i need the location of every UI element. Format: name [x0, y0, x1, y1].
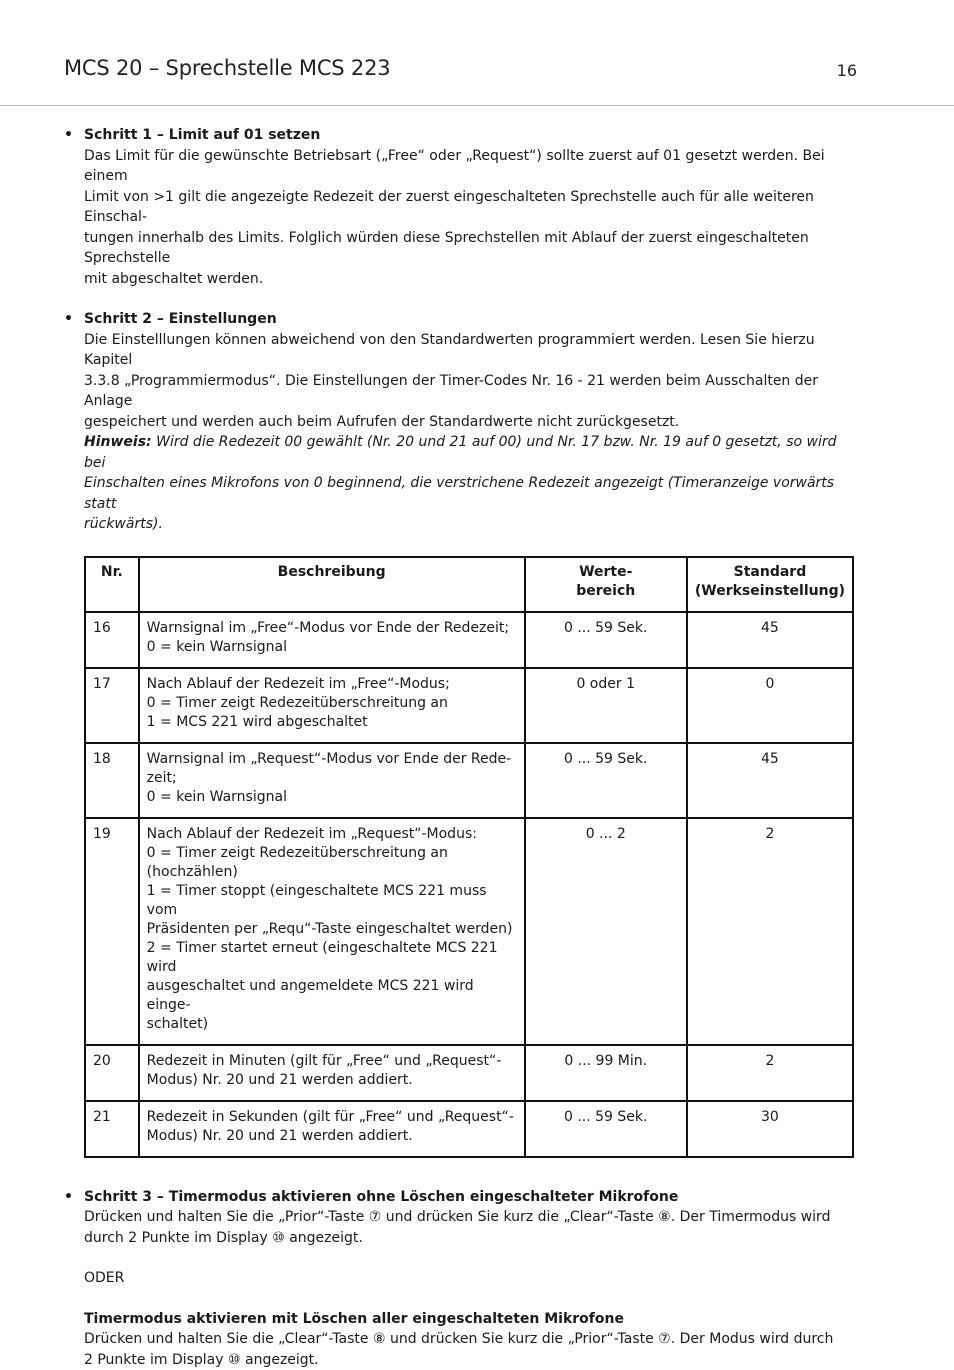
row-range: 0 ... 59 Sek. — [525, 743, 687, 818]
text-line: 2 Punkte im Display ⑩ angezeigt. — [84, 1350, 854, 1370]
text-line: durch 2 Punkte im Display ⑩ angezeigt. — [84, 1228, 854, 1249]
table-row — [85, 612, 853, 668]
step-3-text — [84, 1207, 854, 1248]
row-description: Warnsignal im „Request“-Modus vor Ende der Rede- zeit; 0 = kein Warnsignal — [139, 743, 525, 818]
row-nr: 18 — [85, 743, 139, 818]
table-row — [85, 743, 853, 818]
note-text: rückwärts). — [84, 514, 854, 535]
row-range: 0 ... 99 Min. — [525, 1045, 687, 1101]
row-default: 45 — [687, 612, 853, 668]
row-description: Redezeit in Sekunden (gilt für „Free“ und „Request“- Modus) Nr. 20 und 21 werden addiert. — [139, 1101, 525, 1157]
note-label: Hinweis: — [84, 434, 152, 450]
step-2-title: Schritt 2 – Einstellungen — [84, 309, 854, 330]
text-line: tungen innerhalb des Limits. Folglich würden diese Sprechstellen mit Ablauf der zuerst eingeschalteten Sprechstelle — [84, 228, 854, 269]
alt-mode-title: Timermodus aktivieren mit Löschen aller eingeschalteten Mikrofone — [84, 1309, 854, 1330]
header-range: Werte- bereich — [525, 557, 687, 612]
row-description: Nach Ablauf der Redezeit im „Free“-Modus; 0 = Timer zeigt Redezeitüberschreitung an 1 = MCS 221 wird abgeschaltet — [139, 668, 525, 743]
row-description: Warnsignal im „Free“-Modus vor Ende der Redezeit; 0 = kein Warnsignal — [139, 612, 525, 668]
step-2 — [64, 309, 854, 535]
row-default: 0 — [687, 668, 853, 743]
header-description: Beschreibung — [139, 557, 525, 612]
alt-mode-text — [84, 1329, 854, 1370]
text-line: Die Einstelllungen können abweichend von den Standardwerten programmiert werden. Lesen Sie hierzu Kapitel — [84, 330, 854, 371]
row-default: 2 — [687, 818, 853, 1045]
note-text: Wird die Redezeit 00 gewählt (Nr. 20 und 21 auf 00) und Nr. 17 bzw. Nr. 19 auf 0 gesetzt, so wird bei — [84, 434, 836, 471]
row-range: 0 ... 2 — [525, 818, 687, 1045]
step-1 — [64, 125, 854, 289]
row-range: 0 ... 59 Sek. — [525, 1101, 687, 1157]
table-row — [85, 1045, 853, 1101]
page-number: 16 — [837, 61, 857, 80]
row-nr: 16 — [85, 612, 139, 668]
text-line: mit abgeschaltet werden. — [84, 269, 854, 290]
row-range: 0 oder 1 — [525, 668, 687, 743]
or-text: ODER — [84, 1268, 854, 1289]
row-nr: 19 — [85, 818, 139, 1045]
table-header-row — [85, 557, 853, 612]
text-line: gespeichert und werden auch beim Aufrufen der Standardwerte nicht zurückgesetzt. — [84, 412, 854, 433]
text-line: Limit von >1 gilt die angezeigte Redezeit der zuerst eingeschalteten Sprechstelle auch für alle weiteren Einschal- — [84, 187, 854, 228]
table-row — [85, 818, 853, 1045]
text-line: 3.3.8 „Programmiermodus“. Die Einstellungen der Timer-Codes Nr. 16 - 21 werden beim Ausschalten der Anlage — [84, 371, 854, 412]
row-default: 2 — [687, 1045, 853, 1101]
row-description: Nach Ablauf der Redezeit im „Request“-Modus: 0 = Timer zeigt Redezeitüberschreitung an (hochzählen) 1 = Timer stoppt (eingeschaltete MCS 221 muss vom Präsidenten per „Requ“-Taste eingeschaltet werden) 2 = Timer startet erneut (eingeschaltete MCS 221 wird ausgeschaltet und angemeldete MCS 221 wird einge- schaltet) — [139, 818, 525, 1045]
step-2-note — [84, 432, 854, 535]
row-range: 0 ... 59 Sek. — [525, 612, 687, 668]
text-line: Das Limit für die gewünschte Betriebsart („Free“ oder „Request“) sollte zuerst auf 01 gesetzt werden. Bei einem — [84, 146, 854, 187]
row-default: 30 — [687, 1101, 853, 1157]
row-nr: 20 — [85, 1045, 139, 1101]
bullet-icon: • — [64, 125, 73, 146]
table-row — [85, 1101, 853, 1157]
note-text: Einschalten eines Mikrofons von 0 beginnend, die verstrichene Redezeit angezeigt (Timeranzeige vorwärts statt — [84, 473, 854, 514]
text-line: Drücken und halten Sie die „Clear“-Taste ⑧ und drücken Sie kurz die „Prior“-Taste ⑦. Der Modus wird durch — [84, 1329, 854, 1350]
bullet-icon: • — [64, 309, 73, 330]
document-title: MCS 20 – Sprechstelle MCS 223 — [64, 56, 390, 80]
header-default: Standard (Werkseinstellung) — [687, 557, 853, 612]
header-divider — [0, 105, 954, 106]
row-nr: 17 — [85, 668, 139, 743]
step-3-title: Schritt 3 – Timermodus aktivieren ohne Löschen eingeschalteter Mikrofone — [84, 1187, 854, 1208]
table-row — [85, 668, 853, 743]
row-description: Redezeit in Minuten (gilt für „Free“ und „Request“- Modus) Nr. 20 und 21 werden addiert. — [139, 1045, 525, 1101]
step-1-text — [84, 146, 854, 290]
timer-settings-table — [84, 556, 854, 1158]
bullet-icon: • — [64, 1187, 73, 1208]
row-default: 45 — [687, 743, 853, 818]
step-3 — [64, 1187, 854, 1370]
text-line: Drücken und halten Sie die „Prior“-Taste ⑦ und drücken Sie kurz die „Clear“-Taste ⑧. Der Timermodus wird — [84, 1207, 854, 1228]
step-2-text — [84, 330, 854, 433]
step-1-title: Schritt 1 – Limit auf 01 setzen — [84, 125, 854, 146]
page-content — [64, 125, 854, 1370]
row-nr: 21 — [85, 1101, 139, 1157]
header-nr: Nr. — [85, 557, 139, 612]
